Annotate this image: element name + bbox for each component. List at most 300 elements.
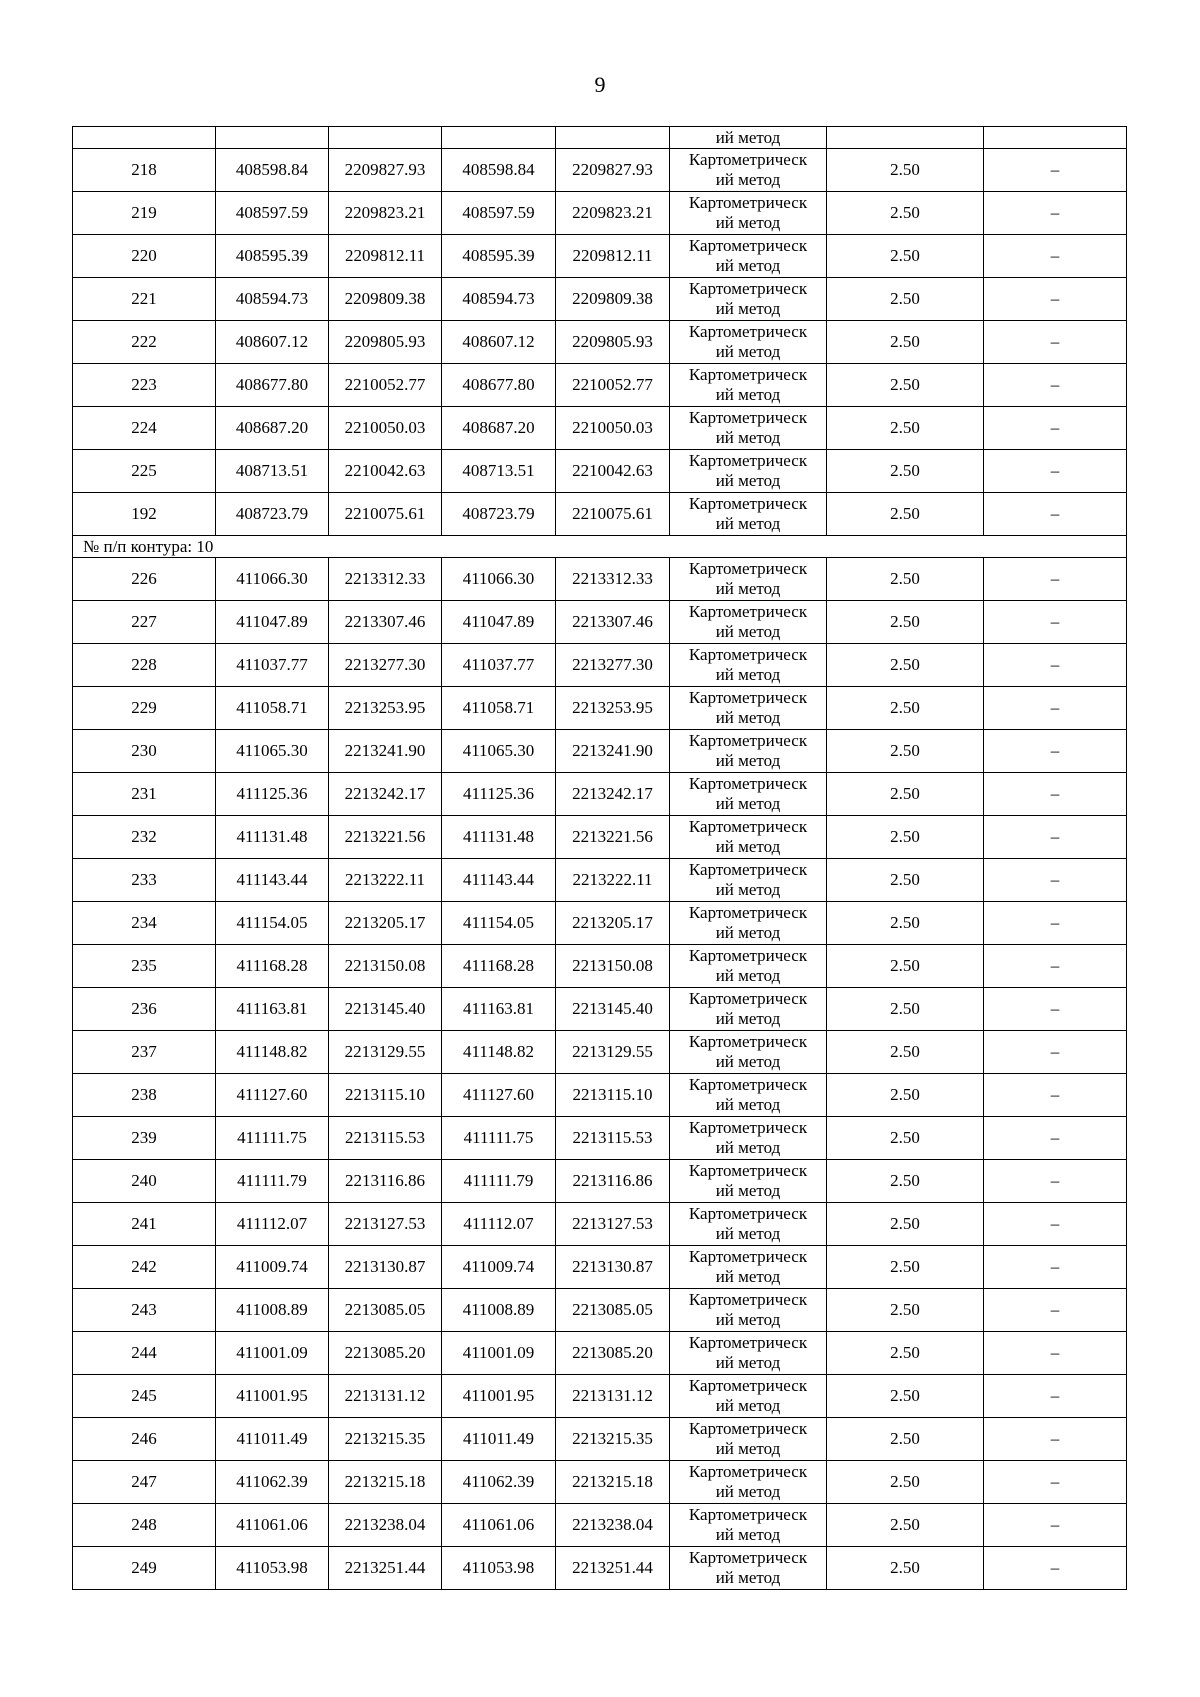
cell-accuracy: 2.50 xyxy=(827,1246,984,1289)
cell-x1: 411037.77 xyxy=(216,644,329,687)
cell-y2: 2213115.53 xyxy=(556,1117,670,1160)
cell-note: – xyxy=(984,493,1127,536)
cell-y2: 2213251.44 xyxy=(556,1547,670,1590)
cell-y2: 2213221.56 xyxy=(556,816,670,859)
table-row xyxy=(73,1117,1127,1160)
cell-y1: 2213115.10 xyxy=(329,1074,442,1117)
cell-number: 249 xyxy=(73,1547,216,1590)
table-row xyxy=(73,1203,1127,1246)
cell-accuracy: 2.50 xyxy=(827,773,984,816)
method-line-1: Картометрическ xyxy=(688,1419,808,1438)
table-row xyxy=(73,601,1127,644)
cell-note: – xyxy=(984,364,1127,407)
cell-x1: 411127.60 xyxy=(216,1074,329,1117)
cell-accuracy: 2.50 xyxy=(827,1031,984,1074)
cell-number: 238 xyxy=(73,1074,216,1117)
cell-method xyxy=(670,1504,827,1547)
cell-method xyxy=(670,278,827,321)
cell-method xyxy=(670,493,827,536)
table-row xyxy=(73,450,1127,493)
method-line-2: ий метод xyxy=(715,1482,781,1501)
table-row xyxy=(73,1031,1127,1074)
method-line-2: ий метод xyxy=(715,1009,781,1028)
cell-note: – xyxy=(984,1504,1127,1547)
cell-number: 227 xyxy=(73,601,216,644)
method-line-1: Картометрическ xyxy=(688,236,808,255)
cell-number: 223 xyxy=(73,364,216,407)
method-line-2: ий метод xyxy=(715,1439,781,1458)
cell-y2: 2210050.03 xyxy=(556,407,670,450)
cell-x1: 411062.39 xyxy=(216,1461,329,1504)
method-line-1: Картометрическ xyxy=(688,731,808,750)
cell-method xyxy=(670,1246,827,1289)
cell-y1: 2213085.05 xyxy=(329,1289,442,1332)
cell-note: – xyxy=(984,1418,1127,1461)
cell-accuracy: 2.50 xyxy=(827,730,984,773)
cell-x2: 411061.06 xyxy=(442,1504,556,1547)
table-row xyxy=(73,364,1127,407)
cell-y2: 2209827.93 xyxy=(556,149,670,192)
cell-x1: 411011.49 xyxy=(216,1418,329,1461)
cell-x1: 408595.39 xyxy=(216,235,329,278)
table-row xyxy=(73,192,1127,235)
cell-method xyxy=(670,450,827,493)
method-line-2: ий метод xyxy=(715,299,781,318)
cell-number: 221 xyxy=(73,278,216,321)
cell-x1: 411163.81 xyxy=(216,988,329,1031)
cell-x2: 408594.73 xyxy=(442,278,556,321)
method-line-1: Картометрическ xyxy=(688,494,808,513)
cell-accuracy: 2.50 xyxy=(827,364,984,407)
cell-method xyxy=(670,1289,827,1332)
cell-note: – xyxy=(984,859,1127,902)
table-row xyxy=(73,773,1127,816)
cell-y1: 2209805.93 xyxy=(329,321,442,364)
cell-y1: 2213253.95 xyxy=(329,687,442,730)
cell-note: – xyxy=(984,1031,1127,1074)
cell-x2: 408607.12 xyxy=(442,321,556,364)
table-row xyxy=(73,1504,1127,1547)
method-line-2: ий метод xyxy=(715,1138,781,1157)
cell-method xyxy=(670,1117,827,1160)
cell-y1: 2213150.08 xyxy=(329,945,442,988)
cell-y2: 2213215.35 xyxy=(556,1418,670,1461)
cell-x1: 411058.71 xyxy=(216,687,329,730)
cell-y1: 2213115.53 xyxy=(329,1117,442,1160)
cell-accuracy: 2.50 xyxy=(827,278,984,321)
cell-y2: 2213238.04 xyxy=(556,1504,670,1547)
method-line-2: ий метод xyxy=(715,665,781,684)
cell-accuracy: 2.50 xyxy=(827,1375,984,1418)
table-row xyxy=(73,235,1127,278)
cell-y1: 2213116.86 xyxy=(329,1160,442,1203)
section-label: № п/п контура: 10 xyxy=(73,536,1127,558)
cell-accuracy: 2.50 xyxy=(827,450,984,493)
method-line-2: ий метод xyxy=(715,1525,781,1544)
cell-x2: 411011.49 xyxy=(442,1418,556,1461)
cell-y2: 2213215.18 xyxy=(556,1461,670,1504)
method-line-1: Картометрическ xyxy=(688,1333,808,1352)
cell-y2: 2213129.55 xyxy=(556,1031,670,1074)
cell-x1: 411001.09 xyxy=(216,1332,329,1375)
cell-note: – xyxy=(984,902,1127,945)
table-row xyxy=(73,988,1127,1031)
cell-y1: 2213222.11 xyxy=(329,859,442,902)
cell-note xyxy=(984,127,1127,149)
cell-note: – xyxy=(984,192,1127,235)
cell-y1: 2213221.56 xyxy=(329,816,442,859)
cell-method xyxy=(670,1160,827,1203)
cell-method xyxy=(670,1332,827,1375)
cell-accuracy: 2.50 xyxy=(827,1461,984,1504)
cell-method xyxy=(670,1203,827,1246)
cell-accuracy: 2.50 xyxy=(827,1289,984,1332)
cell-accuracy: 2.50 xyxy=(827,859,984,902)
cell-note: – xyxy=(984,601,1127,644)
method-line-2: ий метод xyxy=(715,579,781,598)
cell-y1: 2213129.55 xyxy=(329,1031,442,1074)
cell-x2: 411065.30 xyxy=(442,730,556,773)
cell-note: – xyxy=(984,407,1127,450)
table-row xyxy=(73,149,1127,192)
method-line-1: Картометрическ xyxy=(688,322,808,341)
cell-note: – xyxy=(984,1160,1127,1203)
cell-x1: 411125.36 xyxy=(216,773,329,816)
coordinates-table xyxy=(72,126,1127,1590)
method-line-1: Картометрическ xyxy=(688,1290,808,1309)
cell-x1: 408598.84 xyxy=(216,149,329,192)
cell-y2: 2213241.90 xyxy=(556,730,670,773)
cell-number: 228 xyxy=(73,644,216,687)
cell-accuracy: 2.50 xyxy=(827,1074,984,1117)
cell-number: 231 xyxy=(73,773,216,816)
cell-y1: 2213277.30 xyxy=(329,644,442,687)
cell-x2: 408598.84 xyxy=(442,149,556,192)
cell-accuracy: 2.50 xyxy=(827,902,984,945)
cell-note: – xyxy=(984,730,1127,773)
table-row xyxy=(73,945,1127,988)
cell-method xyxy=(670,192,827,235)
cell-note: – xyxy=(984,235,1127,278)
cell-y2: 2213130.87 xyxy=(556,1246,670,1289)
cell-x2: 411131.48 xyxy=(442,816,556,859)
cell-y2: 2209805.93 xyxy=(556,321,670,364)
cell-number: 241 xyxy=(73,1203,216,1246)
cell-y2: 2213253.95 xyxy=(556,687,670,730)
cell-method xyxy=(670,1074,827,1117)
cell-y2: 2210075.61 xyxy=(556,493,670,536)
method-line-1: Картометрическ xyxy=(688,602,808,621)
cell-x1: 411066.30 xyxy=(216,558,329,601)
cell-x2: 411154.05 xyxy=(442,902,556,945)
cell-x1: 408687.20 xyxy=(216,407,329,450)
cell-x1: 411168.28 xyxy=(216,945,329,988)
cell-number: 225 xyxy=(73,450,216,493)
cell-x2: 411127.60 xyxy=(442,1074,556,1117)
cell-y2: 2213145.40 xyxy=(556,988,670,1031)
method-line-2: ий метод xyxy=(715,1181,781,1200)
cell-y1: 2209809.38 xyxy=(329,278,442,321)
cell-accuracy: 2.50 xyxy=(827,1332,984,1375)
cell-accuracy: 2.50 xyxy=(827,1117,984,1160)
cell-y2: 2213115.10 xyxy=(556,1074,670,1117)
cell-note: – xyxy=(984,1117,1127,1160)
cell-y1: 2213127.53 xyxy=(329,1203,442,1246)
cell-method xyxy=(670,1375,827,1418)
cell-accuracy: 2.50 xyxy=(827,687,984,730)
table-row xyxy=(73,644,1127,687)
cell-method xyxy=(670,816,827,859)
cell-x2: 408713.51 xyxy=(442,450,556,493)
cell-y1: 2213241.90 xyxy=(329,730,442,773)
method-line-2: ий метод xyxy=(715,966,781,985)
table-row xyxy=(73,493,1127,536)
method-line-1: Картометрическ xyxy=(688,365,808,384)
method-line-1: Картометрическ xyxy=(688,817,808,836)
cell-accuracy: 2.50 xyxy=(827,149,984,192)
cell-y1: 2213215.35 xyxy=(329,1418,442,1461)
cell-accuracy: 2.50 xyxy=(827,816,984,859)
cell-number: 219 xyxy=(73,192,216,235)
cell-method xyxy=(670,1461,827,1504)
method-line-1: Картометрическ xyxy=(688,645,808,664)
cell-number: 235 xyxy=(73,945,216,988)
cell-x1: 411061.06 xyxy=(216,1504,329,1547)
cell-accuracy: 2.50 xyxy=(827,1504,984,1547)
table-row xyxy=(73,1461,1127,1504)
cell-x1: 411111.79 xyxy=(216,1160,329,1203)
table-row xyxy=(73,816,1127,859)
table-row xyxy=(73,859,1127,902)
cell-method xyxy=(670,1547,827,1590)
cell-y1: 2213145.40 xyxy=(329,988,442,1031)
cell-accuracy: 2.50 xyxy=(827,192,984,235)
cell-number: 230 xyxy=(73,730,216,773)
cell-y2: 2213222.11 xyxy=(556,859,670,902)
method-line-2: ий метод xyxy=(715,213,781,232)
cell-note: – xyxy=(984,988,1127,1031)
cell-y1: 2210052.77 xyxy=(329,364,442,407)
cell-y1 xyxy=(329,127,442,149)
cell-y1: 2209827.93 xyxy=(329,149,442,192)
method-line-1: Картометрическ xyxy=(688,1247,808,1266)
table-row xyxy=(73,687,1127,730)
cell-accuracy: 2.50 xyxy=(827,644,984,687)
cell-y2: 2213127.53 xyxy=(556,1203,670,1246)
cell-y2: 2213307.46 xyxy=(556,601,670,644)
cell-x2: 411066.30 xyxy=(442,558,556,601)
table-row xyxy=(73,730,1127,773)
cell-method xyxy=(670,321,827,364)
cell-y2: 2209809.38 xyxy=(556,278,670,321)
cell-y1: 2209823.21 xyxy=(329,192,442,235)
method-line-2: ий метод xyxy=(715,1052,781,1071)
cell-x2: 411001.09 xyxy=(442,1332,556,1375)
table-row xyxy=(73,407,1127,450)
cell-y2: 2209823.21 xyxy=(556,192,670,235)
cell-x2: 411112.07 xyxy=(442,1203,556,1246)
cell-note: – xyxy=(984,450,1127,493)
table-row xyxy=(73,1246,1127,1289)
cell-x1: 411047.89 xyxy=(216,601,329,644)
cell-number: 232 xyxy=(73,816,216,859)
cell-accuracy: 2.50 xyxy=(827,601,984,644)
method-line-1: Картометрическ xyxy=(688,1161,808,1180)
cell-y2: 2213277.30 xyxy=(556,644,670,687)
method-line-1: Картометрическ xyxy=(688,1118,808,1137)
cell-method: ий метод xyxy=(670,127,827,149)
table-row xyxy=(73,1418,1127,1461)
cell-x2: 411125.36 xyxy=(442,773,556,816)
cell-y2: 2213085.05 xyxy=(556,1289,670,1332)
cell-note: – xyxy=(984,1074,1127,1117)
cell-accuracy: 2.50 xyxy=(827,1160,984,1203)
cell-number: 236 xyxy=(73,988,216,1031)
cell-x2: 411062.39 xyxy=(442,1461,556,1504)
method-line-2: ий метод xyxy=(715,837,781,856)
cell-y2: 2213116.86 xyxy=(556,1160,670,1203)
cell-accuracy: 2.50 xyxy=(827,407,984,450)
cell-method xyxy=(670,1418,827,1461)
cell-x1: 411065.30 xyxy=(216,730,329,773)
cell-number: 218 xyxy=(73,149,216,192)
cell-y2: 2213205.17 xyxy=(556,902,670,945)
cell-method xyxy=(670,687,827,730)
method-line-2: ий метод xyxy=(715,708,781,727)
cell-x2: 408595.39 xyxy=(442,235,556,278)
cell-y2: 2213312.33 xyxy=(556,558,670,601)
cell-method xyxy=(670,945,827,988)
method-line-2: ий метод xyxy=(715,1568,781,1587)
cell-x1 xyxy=(216,127,329,149)
cell-number xyxy=(73,127,216,149)
cell-x1: 408594.73 xyxy=(216,278,329,321)
cell-y2: 2213242.17 xyxy=(556,773,670,816)
cell-y2: 2213131.12 xyxy=(556,1375,670,1418)
method-line-2: ий метод xyxy=(715,170,781,189)
method-line-1: Картометрическ xyxy=(688,1376,808,1395)
cell-x2: 411111.79 xyxy=(442,1160,556,1203)
cell-x1: 411009.74 xyxy=(216,1246,329,1289)
table-row xyxy=(73,1547,1127,1590)
cell-x1: 411008.89 xyxy=(216,1289,329,1332)
cell-x2: 408723.79 xyxy=(442,493,556,536)
cell-y2 xyxy=(556,127,670,149)
method-line-1: Картометрическ xyxy=(688,559,808,578)
cell-method xyxy=(670,730,827,773)
cell-note: – xyxy=(984,687,1127,730)
cell-number: 237 xyxy=(73,1031,216,1074)
cell-number: 240 xyxy=(73,1160,216,1203)
cell-number: 246 xyxy=(73,1418,216,1461)
cell-y1: 2213130.87 xyxy=(329,1246,442,1289)
table-row xyxy=(73,1289,1127,1332)
cell-x1: 408723.79 xyxy=(216,493,329,536)
cell-note: – xyxy=(984,1461,1127,1504)
cell-x1: 411143.44 xyxy=(216,859,329,902)
table-row xyxy=(73,1375,1127,1418)
cell-x2: 411168.28 xyxy=(442,945,556,988)
table-row-continuation xyxy=(73,127,1127,149)
method-line-2: ий метод xyxy=(715,794,781,813)
table-row xyxy=(73,1332,1127,1375)
cell-number: 248 xyxy=(73,1504,216,1547)
cell-method xyxy=(670,644,827,687)
cell-method xyxy=(670,149,827,192)
cell-x2: 408677.80 xyxy=(442,364,556,407)
cell-accuracy: 2.50 xyxy=(827,321,984,364)
cell-x2: 411163.81 xyxy=(442,988,556,1031)
method-line-1: Картометрическ xyxy=(688,688,808,707)
method-line-2: ий метод xyxy=(715,1095,781,1114)
cell-number: 247 xyxy=(73,1461,216,1504)
cell-note: – xyxy=(984,1289,1127,1332)
method-line-1: Картометрическ xyxy=(688,408,808,427)
cell-y2: 2213085.20 xyxy=(556,1332,670,1375)
method-line-2: ий метод xyxy=(715,751,781,770)
cell-accuracy xyxy=(827,127,984,149)
method-line-2: ий метод xyxy=(715,385,781,404)
method-line-2: ий метод xyxy=(715,342,781,361)
method-line-1: Картометрическ xyxy=(688,1505,808,1524)
method-line-1: Картометрическ xyxy=(688,451,808,470)
cell-x2: 411047.89 xyxy=(442,601,556,644)
cell-y1: 2213131.12 xyxy=(329,1375,442,1418)
cell-note: – xyxy=(984,945,1127,988)
cell-x2: 411111.75 xyxy=(442,1117,556,1160)
cell-method xyxy=(670,1031,827,1074)
table-row xyxy=(73,1074,1127,1117)
cell-x1: 408597.59 xyxy=(216,192,329,235)
method-line-2: ий метод xyxy=(715,428,781,447)
cell-method xyxy=(670,773,827,816)
method-line-1: Картометрическ xyxy=(688,774,808,793)
method-line-2: ий метод xyxy=(715,1224,781,1243)
cell-number: 192 xyxy=(73,493,216,536)
table-row xyxy=(73,558,1127,601)
method-line-1: Картометрическ xyxy=(688,946,808,965)
method-line-1: Картометрическ xyxy=(688,1204,808,1223)
method-line-1: Картометрическ xyxy=(688,1075,808,1094)
method-line-2: ий метод xyxy=(715,923,781,942)
method-line-1: Картометрическ xyxy=(688,989,808,1008)
method-line-2: ий метод xyxy=(715,1267,781,1286)
cell-accuracy: 2.50 xyxy=(827,1418,984,1461)
cell-number: 224 xyxy=(73,407,216,450)
section-row xyxy=(73,536,1127,558)
cell-x2: 411058.71 xyxy=(442,687,556,730)
cell-number: 242 xyxy=(73,1246,216,1289)
cell-x1: 411112.07 xyxy=(216,1203,329,1246)
cell-method xyxy=(670,859,827,902)
cell-accuracy: 2.50 xyxy=(827,1203,984,1246)
method-line-1: Картометрическ xyxy=(688,1548,808,1567)
method-line-1: Картометрическ xyxy=(688,279,808,298)
cell-x1: 408607.12 xyxy=(216,321,329,364)
cell-number: 233 xyxy=(73,859,216,902)
cell-accuracy: 2.50 xyxy=(827,1547,984,1590)
cell-y1: 2213238.04 xyxy=(329,1504,442,1547)
cell-method xyxy=(670,235,827,278)
cell-method xyxy=(670,407,827,450)
cell-x1: 411148.82 xyxy=(216,1031,329,1074)
cell-x2 xyxy=(442,127,556,149)
cell-note: – xyxy=(984,644,1127,687)
cell-x1: 411053.98 xyxy=(216,1547,329,1590)
cell-number: 244 xyxy=(73,1332,216,1375)
method-line-2: ий метод xyxy=(715,471,781,490)
cell-note: – xyxy=(984,1246,1127,1289)
